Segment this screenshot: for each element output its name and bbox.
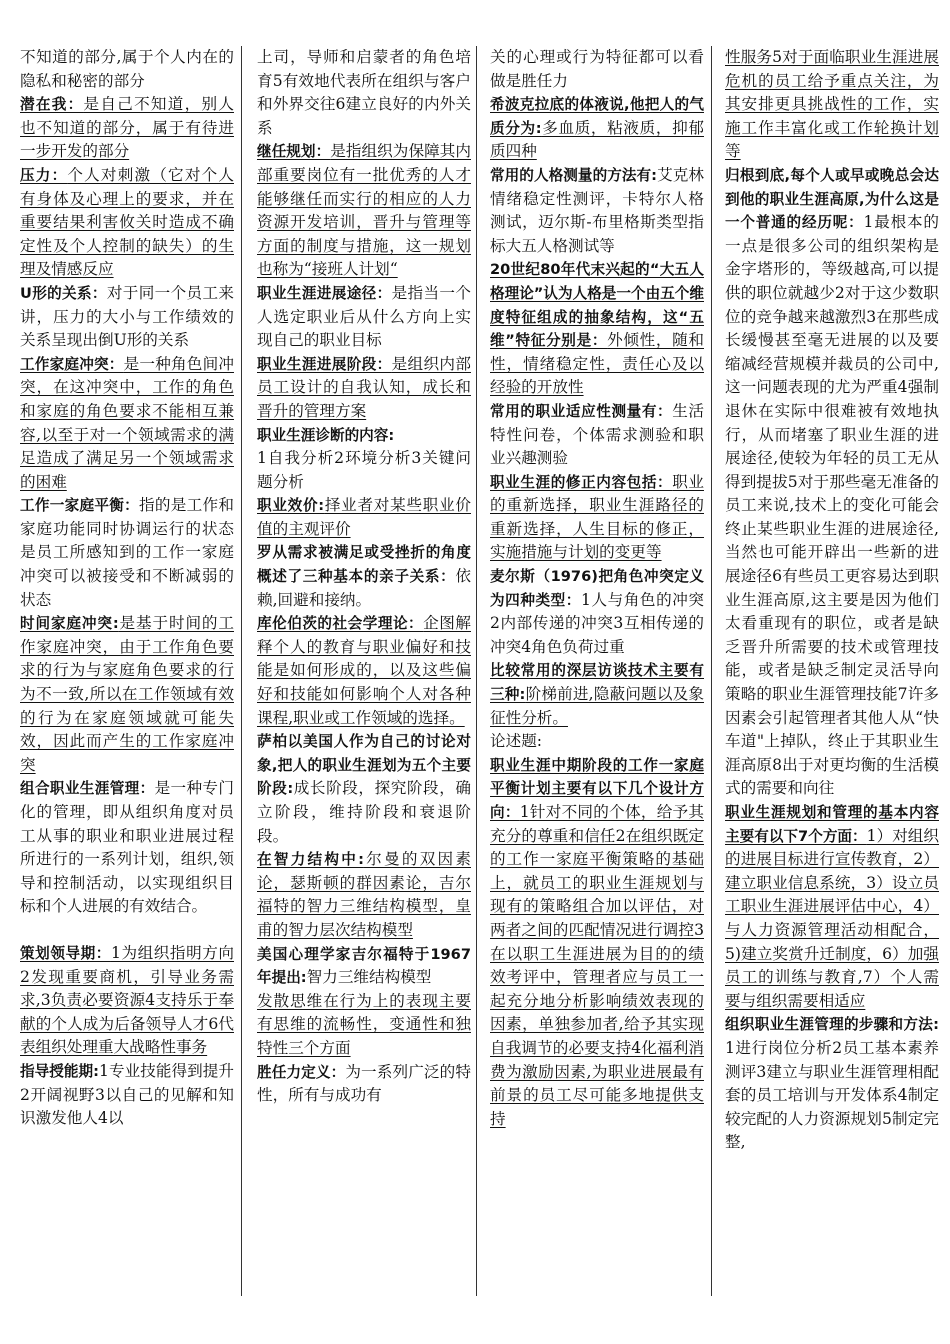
paragraph (20, 777, 234, 919)
text-column-3 (490, 46, 704, 1131)
term-heading: 继任规划： (257, 143, 331, 161)
term-heading: 归根到底,每个人或早或晚总会达到他的职业生涯高原,为什么这是一个普通的经历呢： (725, 166, 939, 232)
term-body: 是一种角色间冲突，在这冲突中，工作的角色和家庭的角色要求不能相互兼容,以至于对一个领域需求的满足造成了满足另一个领域需求的困难 (20, 354, 234, 491)
paragraph (257, 1061, 471, 1108)
term-body: 尔曼的双因素论，瑟斯顿的群因素论，吉尔福特的智力三维结构模型，皇甫的智力层次结构模型 (257, 850, 471, 939)
term-body: 不知道的部分,属于个人内在的隐私和秘密的部分 (20, 48, 234, 90)
term-heading: 职业生涯进展阶段： (257, 355, 392, 373)
paragraph (725, 46, 939, 164)
term-heading: 罗从需求被满足或受挫折的角度概述了三种基本的亲子关系： (257, 544, 471, 586)
term-heading: 工作一家庭平衡： (20, 497, 140, 515)
paragraph (20, 1060, 234, 1131)
term-body: 1针对不同的个体，给予其充分的尊重和信任2在组织既定的工作一家庭平衡策略的基础上，就员工的职业生涯规划与现有的策略组合加以评估，对两者之间的匹配情况进行调控3在以职工生涯进展为目的的绩效考评中，管理者应与员工一起充分地分析影响绩效表现的因素，单独参加者,给予其实现自我调节的必要支持4化福利消费为激励因素,为职业进展最有前景的员工尽可能多地提供支持 (490, 803, 704, 1128)
paragraph (257, 353, 471, 424)
term-heading: 职业生涯规划和管理的基本内容主要有以下7个方面： (725, 804, 939, 845)
term-body: 对于同一个员工来讲，压力的大小与工作绩效的关系呈现出倒U形的关系 (20, 283, 234, 350)
paragraph (490, 659, 704, 730)
term-heading: 胜任力定义： (257, 1063, 346, 1081)
term-body: 1）对组织的进展目标进行宣传教育，2）建立职业信息系统，3）设立员工职业生涯进展评估中心，4）与人力资源管理活动相配合，5)建立奖赏升迁制度，6）加强员工的训练与教育,7）个人需要与组织需要相适应 (725, 826, 940, 1010)
term-body: 是指组织为保障其内部重要岗位有一批优秀的人才能够继任而实行的相应的人力资源开发培训，晋升与管理等方面的制度与措施，这一规划也称为“接班人计划“ (257, 142, 471, 279)
term-heading: 希波克拉底的体液说,他把人的气质分为: (490, 96, 704, 137)
term-heading: 常用的职业适应性测量有： (490, 402, 673, 420)
paragraph (725, 801, 939, 1013)
term-body: 择业者对某些职业价值的主观评价 (257, 496, 471, 538)
term-heading: 职业生涯诊断的内容: (257, 426, 395, 444)
paragraph (490, 730, 704, 754)
term-body: 发散思维在行为上的表现主要有思维的流畅性，变通性和独特性三个方面 (257, 991, 471, 1057)
term-body: 为一系列广泛的特性，所有与成功有 (257, 1062, 471, 1105)
term-body: 艾克林情绪稳定性测评，卡特尔人格测试，迈尔斯-布里格斯类型指标大五人格测试等 (490, 165, 704, 255)
term-body: 是基于时间的工作家庭冲突，由于工作角色要求的行为与家庭角色要求的行为不一致,所以在工作领域有效的行为在家庭领域就可能失效，因此而产生的工作家庭冲突 (20, 614, 234, 774)
column-divider (476, 46, 477, 1296)
term-heading: 工作家庭冲突： (20, 355, 124, 373)
term-body: 1人与角色的冲突2内部传递的冲突3互相传递的冲突4角色负荷过重 (490, 590, 704, 656)
paragraph (257, 541, 471, 612)
paragraph (257, 447, 471, 494)
paragraph (20, 282, 234, 353)
term-body: 性服务5对于面临职业生涯进展危机的员工给予重点关注，为其安排更具挑战性的工作，实施工作丰富化或工作轮换计划等 (725, 48, 939, 161)
term-heading: 职业效价: (257, 497, 325, 515)
text-column-4 (725, 46, 939, 1155)
term-heading: 美国心理学家吉尔福特于1967年提出: (257, 945, 471, 987)
paragraph (257, 990, 471, 1061)
term-body: 是指当一个人选定职业后从什么方向上实现自己的职业目标 (257, 283, 471, 350)
term-heading: 麦尔斯（1976)把角色冲突定义为四种类型： (490, 568, 704, 609)
term-heading: 常用的人格测量的方法有: (490, 166, 658, 184)
term-body: 是组织内部员工设计的自我认知，成长和晋升的管理方案 (257, 354, 471, 420)
paragraph (257, 282, 471, 353)
paragraph (490, 258, 704, 400)
paragraph (20, 494, 234, 612)
term-heading: U形的关系： (20, 284, 107, 302)
paragraph-spacer (20, 919, 234, 942)
term-body: 上司，导师和启蒙者的角色培育5有效地代表所在组织与客户和外界交往6建立良好的内外关系 (257, 48, 471, 137)
term-body: 智力三维结构模型 (306, 968, 432, 987)
column-divider (711, 46, 712, 1296)
paragraph (257, 943, 471, 990)
paragraph (257, 612, 471, 730)
term-body: 1专业技能得到提升2开阔视野3以自己的见解和知识激发他人4以 (20, 1061, 235, 1128)
term-body: 是一种专门化的管理，即从组织角度对员工从事的职业和职业进展过程所进行的一系列计划，组织,领导和控制活动，以实现组织目标和个人进展的有效结合。 (20, 779, 234, 916)
term-body: 1自我分析2环境分析3关键问题分析 (257, 449, 471, 491)
column-divider (241, 46, 242, 1296)
term-body: 外倾性，随和性，情绪稳定性，责任心及以经验的开放性 (490, 331, 704, 397)
paragraph (257, 848, 471, 942)
text-column-1 (20, 46, 234, 1131)
term-heading: 职业生涯的修正内容包括： (490, 473, 673, 491)
term-heading: 组织职业生涯管理的步骤和方法: (725, 1016, 939, 1034)
term-heading: 萨柏以美国人作为自己的讨论对象,把人的职业生涯划为五个主要阶段: (257, 733, 471, 798)
term-heading: 职业生涯中期阶段的工作一家庭平衡计划主要有以下几个设计方向： (490, 756, 704, 821)
term-heading: 20世纪80年代末兴起的“大五人格理论”认为人格是一个由五个维度特征组成的抽象结构，这“五维”特征分别是： (490, 261, 704, 350)
term-heading: 策划领导期： (20, 944, 111, 962)
term-heading: 潜在我： (20, 96, 84, 114)
term-body: 1为组织指明方向2发现重要商机，引导业务需求,3负责必要资源4支持乐于奉献的个人成为后备领导人才6代表组织处理重大战略性事务 (20, 943, 234, 1057)
term-body: 论述题: (490, 732, 543, 751)
paragraph (257, 424, 471, 448)
term-body: 1最根本的一点是很多公司的组织架构是金字塔形的，等级越高,可以提供的职位就越少2对于这少数职位的竞争越来越激烈3在那些成长缓慢甚至毫无进展的以及要缩减经营规模并裁员的公司中,这一问题表现的尤为严重4强制退休在实际中很难被有效地执行，从而堵塞了职业生涯的进展途径,使较为年轻的员工无从得到提拔5对于那些毫无准备的员工来说,技术上的变化可能会终止某些职业生涯的进展途径,当然也可能开辟出一些新的进展途径6有些员工更容易达到职业生涯高原,这主要是因为他们太看重现有的职位，或者是缺乏晋升所需要的技术或管理技能，或者是缺乏制定灵活导向策略的职业生涯管理技能7许多因素会引起管理者其他人从“快车道"上掉队，终止于其职业生涯高原8出于对更均衡的生活模式的需要和向往 (725, 213, 939, 798)
paragraph (490, 754, 704, 1132)
term-body: 职业的重新选择，职业生涯路径的重新选择，人生目标的修正，实施措施与计划的变更等 (490, 472, 704, 562)
paragraph (257, 140, 471, 282)
term-body: 个人对刺激（它对个人有身体及心理上的要求，并在重要结果利害攸关时造成不确定性及个人控制的缺失）的生理及情感反应 (20, 165, 234, 279)
paragraph (490, 565, 704, 659)
paragraph (257, 730, 471, 848)
paragraph (20, 46, 234, 93)
term-body: 是自己不知道，别人也不知道的部分，属于有待进一步开发的部分 (20, 95, 234, 161)
term-heading: 职业生涯进展途径： (257, 284, 392, 302)
term-body: 成长阶段，探究阶段，确立阶段，维持阶段和衰退阶段。 (257, 779, 471, 845)
paragraph (490, 46, 704, 93)
term-body: 指的是工作和家庭功能同时协调运行的状态是员工所感知到的工作一家庭冲突可以被接受和不断减弱的状态 (20, 496, 234, 609)
term-body: 依赖,回避和接纳。 (257, 567, 471, 609)
term-heading: 压力： (20, 166, 68, 184)
paragraph (725, 164, 939, 801)
paragraph (20, 353, 234, 495)
paragraph (257, 494, 471, 541)
term-body: 阶梯前进,隐蔽问题以及象征性分析。 (490, 685, 704, 727)
term-heading: 指导授能期: (20, 1062, 100, 1080)
paragraph (20, 942, 234, 1060)
term-body: 1进行岗位分析2员工基本素养测评3建立与职业生涯管理相配套的员工培训与开发体系4制定较完配的人力资源规划5制定完整, (725, 1038, 939, 1152)
term-heading: 比较常用的深层访谈技术主要有三种: (490, 662, 704, 704)
paragraph (490, 164, 704, 258)
term-heading: 在智力结构中: (257, 851, 364, 869)
paragraph (490, 471, 704, 565)
term-heading: 库伦伯茨的社会学理论： (257, 615, 424, 633)
paragraph (20, 93, 234, 164)
term-body: 关的心理或行为特征都可以看做是胜任力 (490, 48, 704, 90)
paragraph (20, 164, 234, 282)
paragraph (20, 612, 234, 777)
term-heading: 组合职业生涯管理： (20, 780, 155, 798)
term-body: 多血质，粘液质，抑郁质四种 (490, 118, 704, 161)
paragraph (490, 400, 704, 471)
paragraph (257, 46, 471, 140)
term-heading: 时间家庭冲突: (20, 615, 119, 633)
text-column-2 (257, 46, 471, 1108)
term-body: 生活特性问卷，个体需求测验和职业兴趣测验 (490, 401, 704, 468)
paragraph (490, 93, 704, 164)
paragraph (725, 1013, 939, 1155)
term-body: 企图解释个人的教育与职业偏好和技能是如何形成的，以及这些偏好和技能如何影响个人对各种课程,职业或工作领域的选择。 (257, 614, 471, 727)
